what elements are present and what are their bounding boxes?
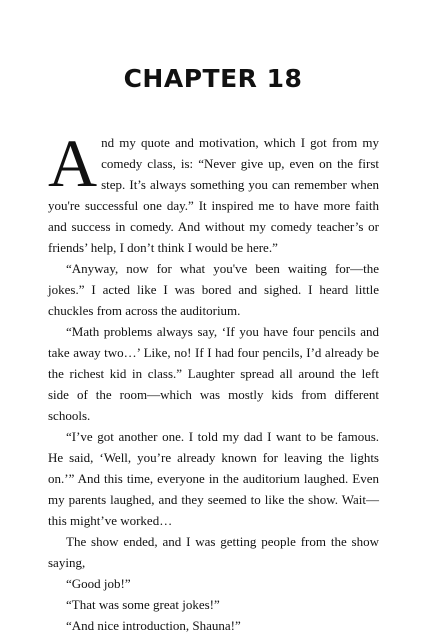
paragraph-1 — [48, 125, 379, 258]
chapter-title: CHAPTER 18 — [123, 64, 303, 93]
chapter-body — [48, 125, 379, 636]
paragraph-2: “Anyway, now for what you've been waiting for—the jokes.” I acted like I was bored and sighed. I heard little chuckles from across the auditorium. — [48, 261, 379, 318]
paragraph-5: The show ended, and I was getting people from the show saying, — [48, 534, 379, 570]
paragraph-7: “That was some great jokes!” — [66, 597, 220, 612]
drop-cap-letter: A — [48, 125, 98, 201]
paragraph-1-text: nd my quote and motivation, which I got from my comedy class, is: “Never give up, even on the first step. It’s always something you can remember when you're successful one day.” It inspired me to have more faith and success in comedy. And without my comedy teacher’s or friends’ help, I don’t think I would be here.” — [48, 135, 379, 255]
paragraph-6: “Good job!” — [66, 576, 131, 591]
paragraph-4: “I’ve got another one. I told my dad I want to be famous. He said, ‘Well, you’re already known for leaving the lights on.’” And this time, everyone in the auditorium laughed. Even my parents laughed, and they seemed to like the show. Wait—this might’ve worked… — [48, 429, 379, 528]
paragraph-3: “Math problems always say, ‘If you have four pencils and take away two…’ Like, no! If I had four pencils, I’d already be the richest kid in class.” Laughter spread all around the left side of the room—which was mostly kids from different schools. — [48, 324, 379, 423]
paragraph-8: “And nice introduction, Shauna!” — [66, 618, 241, 633]
